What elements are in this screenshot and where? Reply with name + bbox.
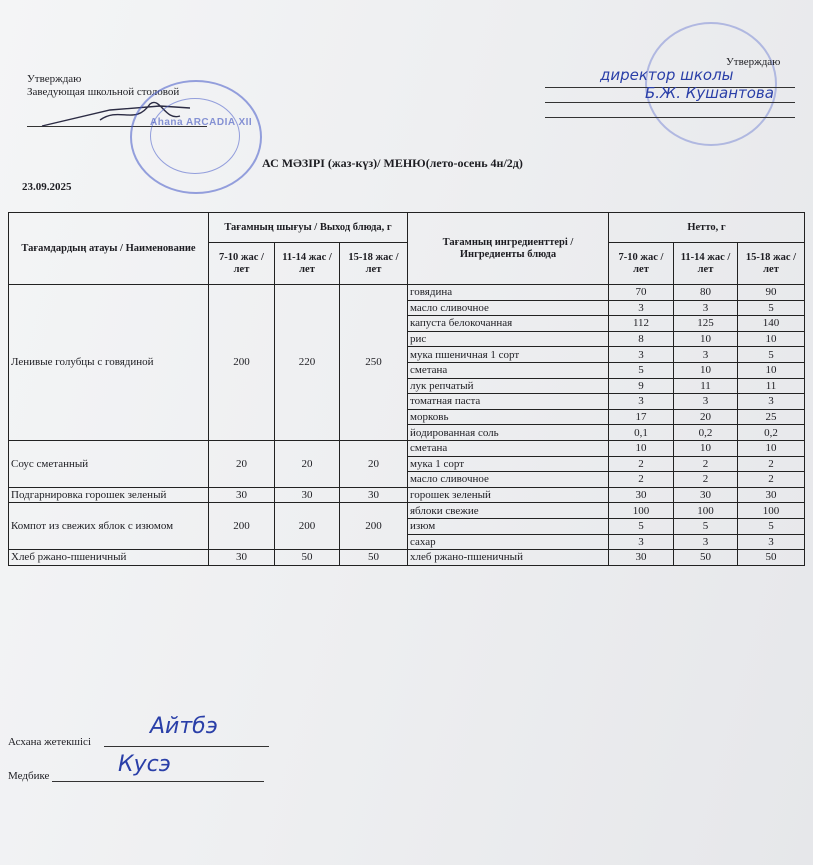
nurse-label: Медбике [8, 770, 50, 782]
ingredient-netto-1: 3 [609, 347, 674, 363]
ingredient-netto-1: 100 [609, 503, 674, 519]
ingredient-netto-2: 3 [674, 300, 738, 316]
header-netto-age-2: 11-14 жас / лет [674, 243, 738, 285]
ingredient-netto-2: 10 [674, 440, 738, 456]
ingredient-netto-2: 30 [674, 487, 738, 503]
dish-name: Хлеб ржано-пшеничный [9, 550, 209, 566]
ingredient-name: томатная паста [408, 394, 609, 410]
dish-output-3: 20 [340, 440, 408, 487]
ingredient-netto-3: 5 [738, 518, 805, 534]
ingredient-name: сметана [408, 440, 609, 456]
ingredient-netto-1: 70 [609, 285, 674, 301]
header-netto-age-1: 7-10 жас / лет [609, 243, 674, 285]
ingredient-netto-1: 9 [609, 378, 674, 394]
ingredient-netto-3: 11 [738, 378, 805, 394]
ingredient-name: йодированная соль [408, 425, 609, 441]
chef-signature-line [104, 746, 269, 747]
table-row [9, 503, 805, 519]
ingredient-netto-1: 3 [609, 394, 674, 410]
ingredient-netto-2: 100 [674, 503, 738, 519]
dish-output-3: 50 [340, 550, 408, 566]
right-line-2 [545, 102, 795, 103]
director-handwriting-2: Б.Ж. Кушантова [645, 84, 774, 102]
ingredient-netto-1: 5 [609, 362, 674, 378]
dish-output-3: 200 [340, 503, 408, 550]
ingredient-netto-2: 0,2 [674, 425, 738, 441]
menu-date: 23.09.2025 [22, 181, 72, 193]
dish-output-3: 250 [340, 285, 408, 441]
nurse-signature: Кусэ [118, 752, 171, 777]
ingredient-netto-3: 10 [738, 362, 805, 378]
right-line-3 [545, 117, 795, 118]
menu-table-body [9, 285, 805, 566]
table-row [9, 285, 805, 301]
director-handwriting-1: директор школы [600, 66, 734, 84]
ingredient-name: хлеб ржано-пшеничный [408, 550, 609, 566]
dish-output-1: 200 [209, 285, 275, 441]
ingredient-name: масло сливочное [408, 300, 609, 316]
dish-output-1: 30 [209, 550, 275, 566]
ingredient-netto-1: 8 [609, 331, 674, 347]
ingredient-netto-1: 112 [609, 316, 674, 332]
ingredient-name: морковь [408, 409, 609, 425]
header-output: Тағамның шығуы / Выход блюда, г [209, 213, 408, 243]
header-output-age-1: 7-10 жас / лет [209, 243, 275, 285]
ingredient-netto-3: 100 [738, 503, 805, 519]
dish-name: Соус сметанный [9, 440, 209, 487]
dish-output-3: 30 [340, 487, 408, 503]
header-ingredients: Тағамның ингредиенттері / Ингредиенты блюда [408, 213, 609, 285]
ingredient-name: масло сливочное [408, 472, 609, 488]
ingredient-netto-2: 20 [674, 409, 738, 425]
ingredient-netto-2: 125 [674, 316, 738, 332]
ingredient-name: рис [408, 331, 609, 347]
dish-name: Ленивые голубцы с говядиной [9, 285, 209, 441]
ingredient-netto-3: 10 [738, 331, 805, 347]
menu-title: АС МӘЗІРІ (жаз-күз)/ МЕНЮ(лето-осень 4н/2д) [262, 156, 523, 170]
ingredient-netto-2: 10 [674, 362, 738, 378]
ingredient-netto-2: 3 [674, 394, 738, 410]
ingredient-netto-2: 3 [674, 534, 738, 550]
ingredient-netto-3: 3 [738, 394, 805, 410]
ingredient-netto-1: 17 [609, 409, 674, 425]
ingredient-netto-1: 30 [609, 550, 674, 566]
ingredient-name: говядина [408, 285, 609, 301]
table-row [9, 440, 805, 456]
dish-name: Подгарнировка горошек зеленый [9, 487, 209, 503]
ingredient-netto-3: 25 [738, 409, 805, 425]
ingredient-name: горошек зеленый [408, 487, 609, 503]
header-dish: Тағамдардың атауы / Наименование [9, 213, 209, 285]
ingredient-netto-3: 3 [738, 534, 805, 550]
ingredient-netto-2: 2 [674, 456, 738, 472]
ingredient-netto-2: 50 [674, 550, 738, 566]
ingredient-netto-3: 50 [738, 550, 805, 566]
ingredient-netto-1: 10 [609, 440, 674, 456]
menu-table [8, 212, 805, 566]
ingredient-name: сметана [408, 362, 609, 378]
dish-output-2: 30 [275, 487, 340, 503]
nurse-signature-line [52, 781, 264, 782]
dish-output-2: 50 [275, 550, 340, 566]
chef-label: Асхана жетекшісі [8, 736, 91, 748]
ingredient-netto-2: 2 [674, 472, 738, 488]
dish-output-2: 20 [275, 440, 340, 487]
ingredient-name: яблоки свежие [408, 503, 609, 519]
ingredient-netto-2: 5 [674, 518, 738, 534]
ingredient-netto-3: 5 [738, 300, 805, 316]
ingredient-netto-3: 2 [738, 472, 805, 488]
ingredient-netto-3: 30 [738, 487, 805, 503]
ingredient-name: мука 1 сорт [408, 456, 609, 472]
dish-output-2: 200 [275, 503, 340, 550]
header-output-age-3: 15-18 жас / лет [340, 243, 408, 285]
dish-output-1: 20 [209, 440, 275, 487]
header-netto: Нетто, г [609, 213, 805, 243]
dish-output-1: 200 [209, 503, 275, 550]
ingredient-name: сахар [408, 534, 609, 550]
school-stamp-inner [150, 98, 240, 174]
ingredient-netto-2: 3 [674, 347, 738, 363]
right-approve-label: Утверждаю [726, 56, 781, 68]
table-row [9, 550, 805, 566]
ingredient-name: мука пшеничная 1 сорт [408, 347, 609, 363]
header-netto-age-3: 15-18 жас / лет [738, 243, 805, 285]
ingredient-netto-3: 140 [738, 316, 805, 332]
ingredient-netto-1: 0,1 [609, 425, 674, 441]
ingredient-netto-3: 5 [738, 347, 805, 363]
stamp-text: Ahana ARCADIA XII [150, 117, 253, 128]
ingredient-netto-1: 3 [609, 300, 674, 316]
left-approve-line-1: Утверждаю [27, 73, 82, 85]
ingredient-netto-2: 11 [674, 378, 738, 394]
ingredient-netto-1: 30 [609, 487, 674, 503]
ingredient-name: изюм [408, 518, 609, 534]
ingredient-netto-2: 10 [674, 331, 738, 347]
dish-output-1: 30 [209, 487, 275, 503]
ingredient-name: лук репчатый [408, 378, 609, 394]
ingredient-netto-1: 3 [609, 534, 674, 550]
ingredient-netto-3: 2 [738, 456, 805, 472]
ingredient-netto-3: 0,2 [738, 425, 805, 441]
ingredient-netto-1: 2 [609, 472, 674, 488]
dish-name: Компот из свежих яблок с изюмом [9, 503, 209, 550]
ingredient-netto-1: 2 [609, 456, 674, 472]
chef-signature: Айтбэ [150, 714, 218, 739]
ingredient-netto-3: 10 [738, 440, 805, 456]
ingredient-netto-2: 80 [674, 285, 738, 301]
header-output-age-2: 11-14 жас / лет [275, 243, 340, 285]
dish-output-2: 220 [275, 285, 340, 441]
left-approve-line-2: Заведующая школьной столовой [27, 86, 180, 98]
ingredient-name: капуста белокочанная [408, 316, 609, 332]
ingredient-netto-3: 90 [738, 285, 805, 301]
ingredient-netto-1: 5 [609, 518, 674, 534]
table-row [9, 487, 805, 503]
